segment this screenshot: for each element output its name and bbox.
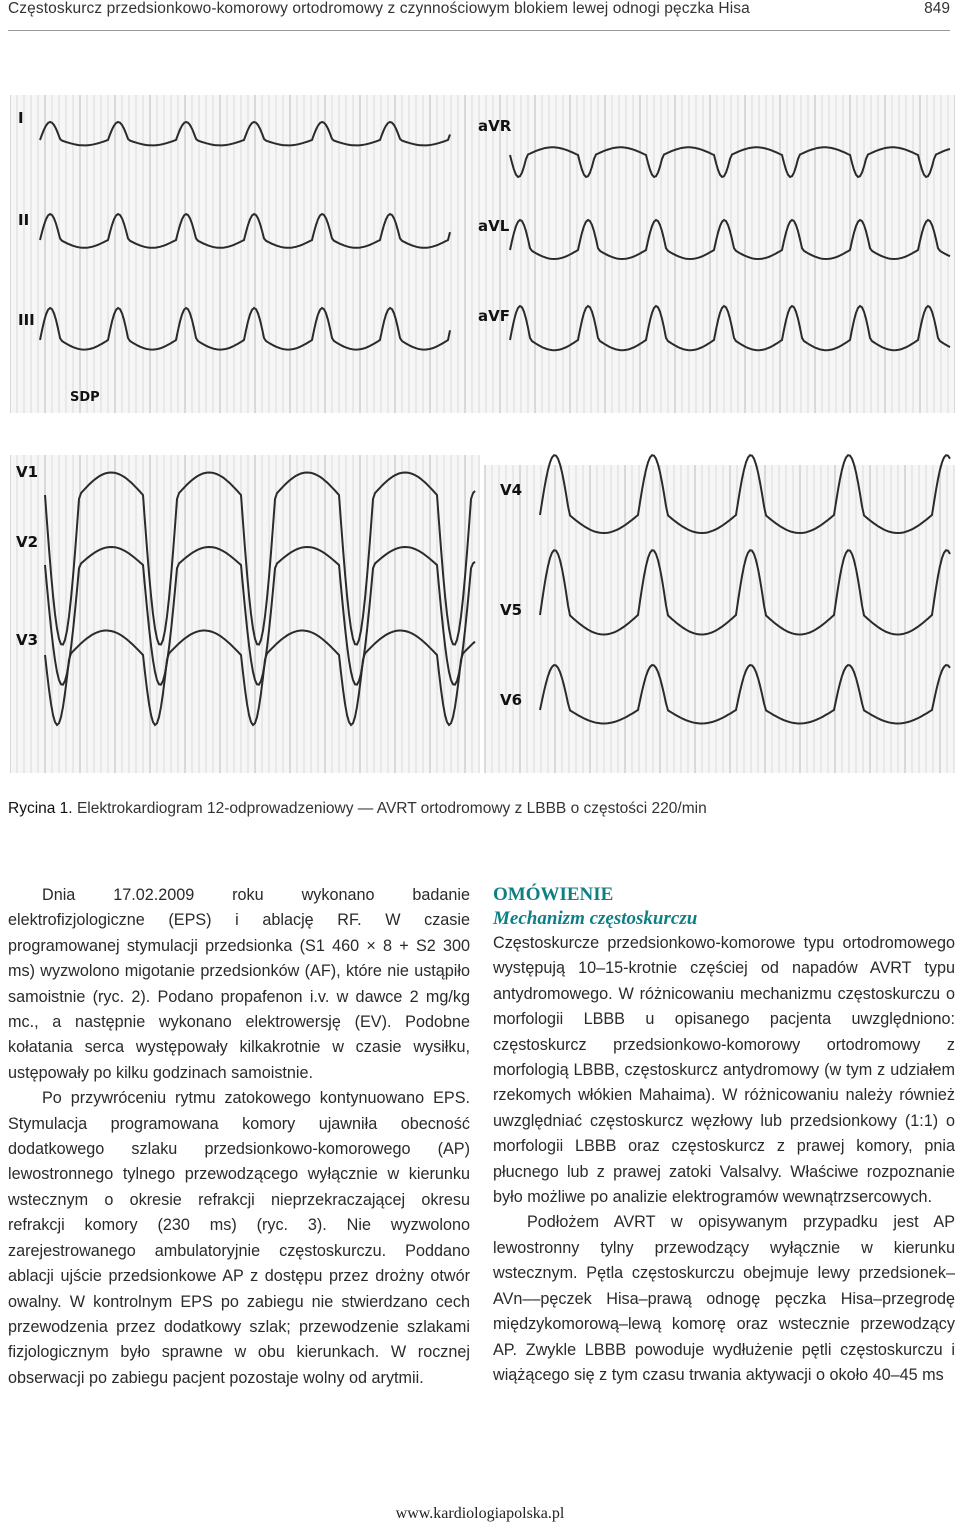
caption-text: Elektrokardiogram 12-odprowadzeniowy — AVRT ortodromowy z LBBB o częstości 220/min [76,800,707,817]
lead-label-v5: V5 [500,601,523,619]
left-paragraph-1: Dnia 17.02.2009 roku wykonano badanie elektrofizjologiczne (EPS) i ablację RF. W czasie programowanej stymulacji przedsionka (S1 460 × 8 + S2 300 ms) wyzwolono migotanie przedsionków (AF), które nie ustąpiło samoistnie (ryc. 2). Podano propafenon i.v. w dawce 2 mg/kg mc., a następnie wykonano elektrowersję (EV). Podobne kołatania serca występowały kilkakrotnie w czasie wysiłku, ustępowały po kilku godzinach samoistnie. [8,886,470,1082]
right-column [493,883,955,1388]
right-paragraph-2: Podłożem AVRT w opisywanym przypadku jest AP lewostronny tylny przewodzący wyłącznie w kierunku wstecznym. Pętla częstoskurczu obejmuje lewy przedsionek–AVn––pęczek Hisa–prawą odnogę pęczka Hisa–przegrodę międzykomorową–lewą komorę oraz wstecznie przewodzący AP. Zwykle LBBB powoduje wydłużenie pętli częstoskurczu i wiążącego się z tym czasu trwania aktywacji o około 40–45 ms [493,1213,955,1384]
lead-label-ii: II [18,211,30,229]
left-paragraph-2: Po przywróceniu rytmu zatokowego kontynuowano EPS. Stymulacja programowana komory ujawniła obecność dodatkowego szlaku przedsionkowo-komorowego (AP) lewostronnego tylnego przewodzącego wyłącznie w kierunku wstecznym o okresie refrakcji nieprzekraczającej okresu refrakcji komory (230 ms) (ryc. 3). Nie wyzwolono zarejestrowanego ambulatoryjnie częstoskurczu. Poddano ablacji ujście przedsionkowe AP z dostępu przez drożny otwór owalny. W kontrolnym EPS po zabiegu nie stwierdzano cech przewodzenia przez dodatkowy szlak; przewodzenie szlakami fizjologicznym było sprawne w obu kierunkach. W rocznej obserwacji po zabiegu pacjent pozostaje wolny od arytmii. [8,1089,470,1387]
subsection-title: Mechanizm częstoskurczu [493,908,698,929]
lead-label-avl: aVL [478,217,510,235]
lead-label-avf: aVF [478,307,510,325]
ecg-tracing [10,95,955,779]
lead-label-v2: V2 [16,533,39,551]
left-column [8,883,470,1391]
page-number: 849 [924,0,950,17]
section-title: OMÓWIENIE [493,884,614,905]
running-title: Częstoskurcz przedsionkowo-komorowy ortodromowy z czynnościowym blokiem lewej odnogi pęczka Hisa [8,0,750,17]
caption-label: Rycina 1. [8,800,73,817]
ecg-figure [10,95,955,779]
lead-label-i: I [18,109,24,127]
lead-label-avr: aVR [478,117,512,135]
running-header [8,0,950,31]
lead-label-v3: V3 [16,631,39,649]
footer-url: www.kardiologiapolska.pl [395,1505,565,1522]
lead-label-iii: III [18,311,35,329]
figure-caption [8,800,707,818]
handwritten-mark: SDP [70,390,100,405]
lead-label-v1: V1 [16,463,39,481]
right-paragraph-1: Częstoskurcze przedsionkowo-komorowe typu ortodromowego występują 10–15-krotnie częściej od napadów AVRT typu antydromowego. W różnicowaniu mechanizmu częstoskurczu o morfologii LBBB u opisanego pacjenta uwzględniono: częstoskurcz przedsionkowo-komorowy ortodromowy z morfologią LBBB, częstoskurcz antydromowy (w tym z udziałem rzekomych włókien Mahaima). W różnicowaniu należy również uwzględniać częstoskurcz węzłowy lub przedsionkowy (1:1) o morfologii LBBB oraz częstoskurcz z prawej komory, pnia płucnego lub z prawej zatoki Valsalvy. Właściwe rozpoznanie było możliwe po analizie elektrogramów wewnątrzsercowych. [493,934,955,1207]
lead-label-v4: V4 [500,481,523,499]
lead-label-v6: V6 [500,691,523,709]
